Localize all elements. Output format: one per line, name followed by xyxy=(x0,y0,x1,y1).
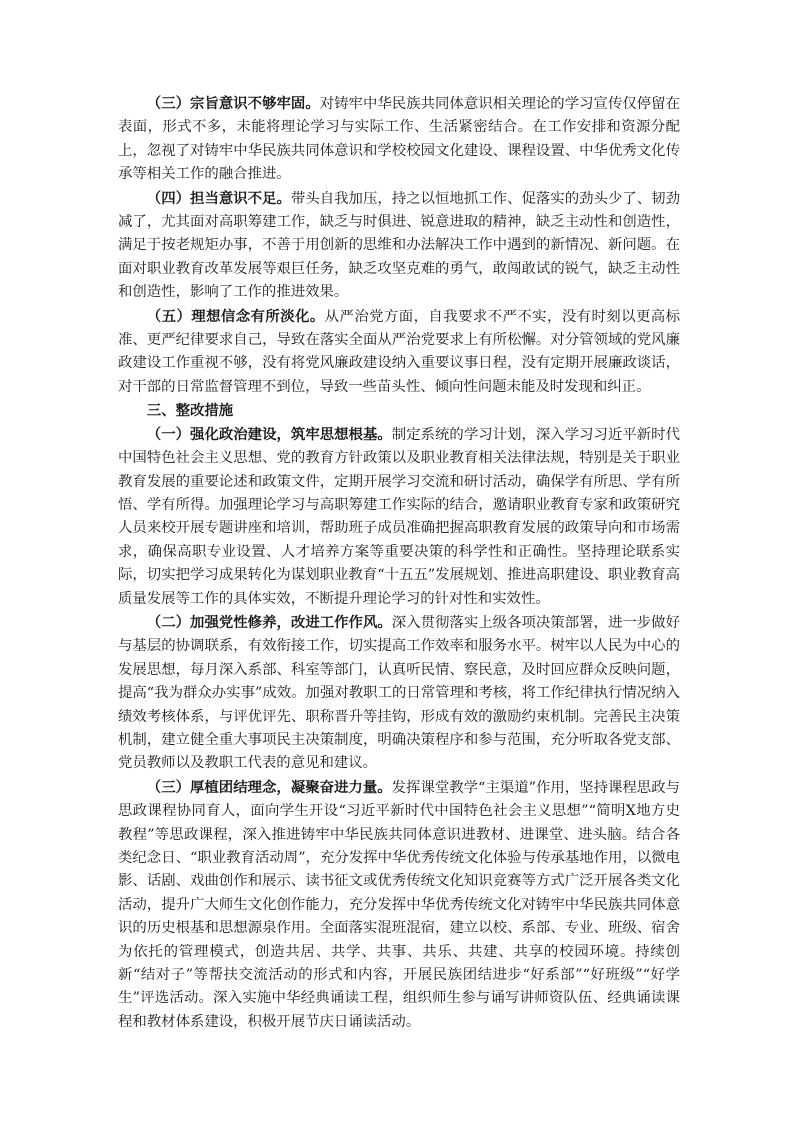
paragraph-lead: （四）担当意识不足。 xyxy=(146,189,291,207)
measure-lead: （三）厚植团结理念，凝聚奋进力量。 xyxy=(146,778,392,796)
measure-party-cultivation xyxy=(118,611,680,776)
measure-lead: （二）加强党性修养，改进工作作风。 xyxy=(146,613,392,631)
paragraph-ideals-beliefs xyxy=(118,305,680,400)
measure-body: 发挥课堂教学“主渠道”作用，坚持课程思政与思政课程协同育人，面向学生开设“习近平新时代中国特色社会主义思想”“简明X地方史教程”等思政课程，深入推进铸牢中华民族共同体意识进教材、进课堂、进头脑。结合各类纪念日、“职业教育活动周”，充分发挥中华优秀传统文化体验与传承基地作用，以微电影、话剧、戏曲创作和展示、读书征文或优秀传统文化知识竞赛等方式广泛开展各类文化活动，提升广大师生文化创作能力，充分发挥中华优秀传统文化对铸牢中华民族共同体意识的历史根基和思想源泉作用。全面落实混班混宿，建立以校、系部、专业、班级、宿舍为依托的管理模式，创造共居、共学、共事、共乐、共建、共享的校园环境。持续创新“结对子”等帮扶交流活动的形式和内容，开展民族团结进步“好系部”“好班级”“好学生”评选活动。深入实施中华经典诵读工程，组织师生参与诵写讲师资队伍、经典诵读课程和教材体系建设，积极开展节庆日诵读活动。 xyxy=(118,779,680,1030)
paragraph-body: 对铸牢中华民族共同体意识相关理论的学习宣传仅停留在表面，形式不多，未能将理论学习与实际工作、生活紧密结合。在工作安排和资源分配上，忽视了对铸牢中华民族共同体意识和学校校园文化建设、课程设置、中华优秀文化传承等相关工作的融合推进。 xyxy=(118,96,680,183)
paragraph-responsibility-awareness xyxy=(118,187,680,305)
paragraph-lead: （三）宗旨意识不够牢固。 xyxy=(146,95,320,112)
measure-body: 深入贯彻落实上级各项决策部署，进一步做好与基层的协调联系，有效衔接工作，切实提高工作效率和服务水平。树牢以人民为中心的发展思想，每月深入系部、科室等部门，认真听民情、察民意，及时回应群众反映问题，提高“我为群众办实事”成效。加强对教职工的日常管理和考核，将工作纪律执行情况纳入绩效考核体系，与评优评先、职称晋升等挂钩，形成有效的激励约束机制。完善民主决策机制，建立健全重大事项民主决策制度，明确决策程序和参与范围，充分听取各党支部、党员教师以及教职工代表的意见和建议。 xyxy=(118,614,680,772)
measure-unity-concept xyxy=(118,776,680,1034)
document-page xyxy=(118,92,680,1034)
measure-political-construction xyxy=(118,423,680,611)
paragraph-lead: （五）理想信念有所淡化。 xyxy=(146,307,325,325)
paragraph-purpose-awareness xyxy=(118,92,680,187)
paragraph-body: 从严治党方面，自我要求不严不实，没有时刻以更高标准、更严纪律要求自己，导致在落实全面从严治党要求上有所松懈。对分管领域的党风廉政建设工作重视不够，没有将党风廉政建设纳入重要议事日程，没有定期开展廉政谈话，对干部的日常监督管理不到位，导致一些苗头性、倾向性问题未能及时发现和纠正。 xyxy=(118,308,680,395)
measure-lead: （一）强化政治建设，筑牢思想根基。 xyxy=(146,425,392,443)
paragraph-body: 带头自我加压，持之以恒地抓工作、促落实的劲头少了、韧劲减了，尤其面对高职筹建工作，缺乏与时俱进、锐意进取的精神，缺乏主动性和创造性，满足于按老规矩办事，不善于用创新的思维和办法解决工作中遇到的新情况、新问题。在面对职业教育改革发展等艰巨任务，缺乏攻坚克难的勇气，敢闯敢试的锐气，缺乏主动性和创造性，影响了工作的推进效果。 xyxy=(118,190,680,301)
section-heading: 三、整改措施 xyxy=(146,402,234,420)
measure-body: 制定系统的学习计划，深入学习习近平新时代中国特色社会主义思想、党的教育方针政策以及职业教育相关法律法规，特别是关于职业教育发展的重要论述和政策文件，定期开展学习交流和研讨活动，确保学有所思、学有所悟、学有所得。加强理论学习与高职筹建工作实际的结合，邀请职业教育专家和政策研究人员来校开展专题讲座和培训，帮助班子成员准确把握高职教育发展的政策导向和市场需求，确保高职专业设置、人才培养方案等重要决策的科学性和正确性。坚持理论联系实际，切实把学习成果转化为谋划职业教育“十五五”发展规划、推进高职建设、职业教育高质量发展等工作的具体实效，不断提升理论学习的针对性和实效性。 xyxy=(118,426,680,607)
